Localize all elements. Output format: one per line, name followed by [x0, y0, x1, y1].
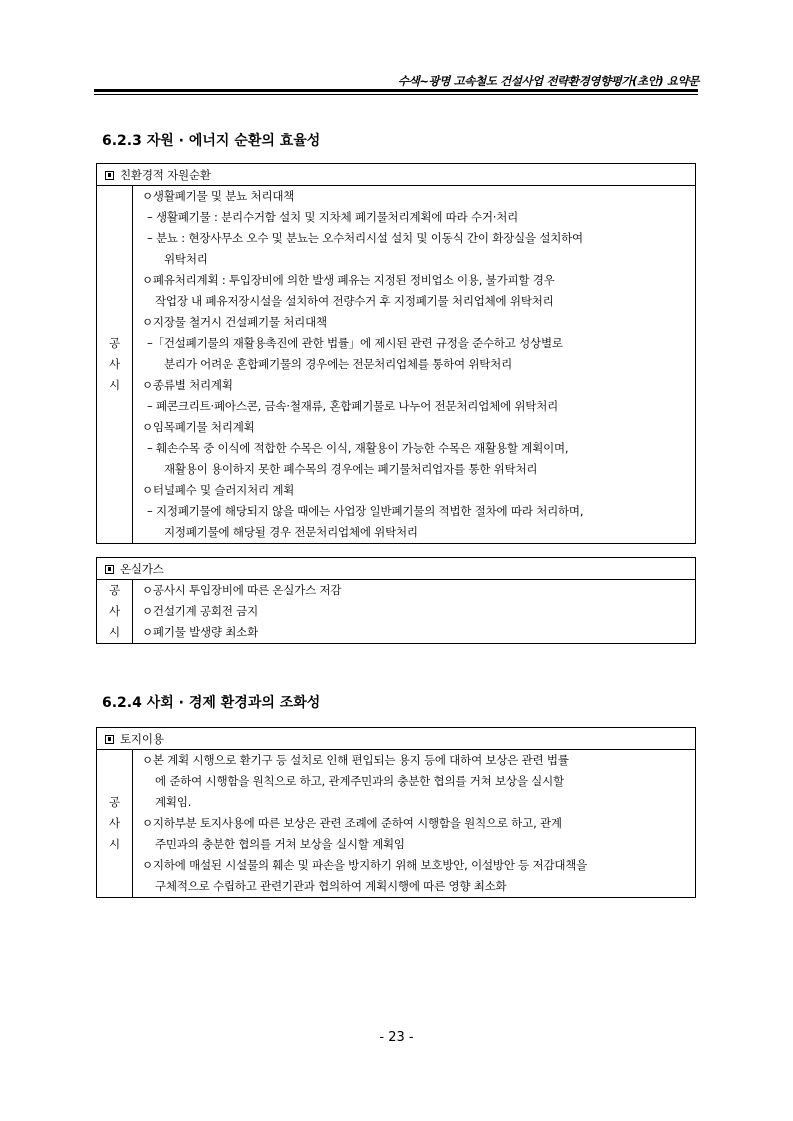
list-item: ㅇ본 계획 시행으로 환기구 등 설치로 인해 편입되는 용지 등에 대하여 보상은 관련 법률: [142, 753, 569, 767]
list-item: – 분뇨 : 현장사무소 오수 및 분뇨는 오수처리시설 설치 및 이동식 간이 화장실을 설치하여: [147, 231, 583, 245]
list-item: ㅇ종류별 처리계획: [142, 378, 233, 392]
box-heading-label: 토지이용: [120, 731, 164, 746]
list-item: ㅇ지하부분 토지사용에 따른 보상은 관련 조례에 준하여 시행함을 원칙으로 하고, 관계: [142, 816, 562, 830]
square-bullet-icon: [105, 735, 114, 744]
box-greenhouse-gas: [96, 557, 696, 644]
list-item: ㅇ건설기계 공회전 금지: [142, 604, 258, 618]
list-item: – 지정폐기물에 해당되지 않을 때에는 사업장 일반폐기물의 적법한 절차에 따라 처리하며,: [147, 504, 584, 518]
side-label-construction: [97, 750, 133, 898]
box-heading-label: 친환경적 자원순환: [120, 167, 211, 182]
header-rule-thin: [94, 94, 698, 95]
list-item: –「건설폐기물의 재활용촉진에 관한 법률」에 제시된 관련 규정을 준수하고 성상별로: [147, 336, 563, 350]
side-label-construction: [97, 186, 133, 544]
list-item: 계획임.: [155, 795, 192, 809]
box-heading: [97, 558, 696, 580]
list-item: 재활용이 용이하지 못한 폐수목의 경우에는 폐기물처리업자를 통한 위탁처리: [164, 462, 538, 476]
list-item: 분리가 어려운 혼합폐기물의 경우에는 전문처리업체를 통하여 위탁처리: [164, 357, 512, 371]
document-header-title: 수색~광명 고속철도 건설사업 전략환경영향평가(초안) 요약문: [397, 74, 699, 88]
side-char: 시: [109, 837, 120, 851]
box-body: [133, 750, 696, 898]
list-item: – 생활폐기물 : 분리수거함 설치 및 지차체 폐기물처리계획에 따라 수거·처리: [147, 210, 519, 224]
list-item: – 폐콘크리트·폐아스콘, 금속·철재류, 혼합폐기물로 나누어 전문처리업체에 위탁처리: [147, 399, 559, 413]
list-item: 위탁처리: [164, 252, 208, 266]
side-char: 사: [109, 816, 120, 830]
side-char: 사: [109, 357, 120, 371]
list-item: 주민과의 충분한 협의를 거쳐 보상을 실시할 계획임: [155, 837, 405, 851]
box-land-use: [96, 727, 696, 898]
list-item: ㅇ폐유처리계획 : 투입장비에 의한 발생 폐유는 지정된 정비업소 이용, 불가피할 경우: [142, 273, 555, 287]
list-item: ㅇ임목폐기물 처리계획: [142, 420, 255, 434]
side-label-construction: [97, 580, 133, 644]
list-item: 작업장 내 폐유저장시설을 설치하여 전량수거 후 지정폐기물 처리업체에 위탁처리: [155, 294, 554, 308]
list-item: ㅇ생활폐기물 및 분뇨 처리대책: [142, 189, 295, 203]
list-item: ㅇ지하에 매설된 시설물의 훼손 및 파손을 방지하기 위해 보호방안, 이설방안 등 저감대책을: [142, 858, 588, 872]
box-body: [133, 186, 696, 544]
side-char: 공: [109, 795, 120, 809]
side-char: 공: [109, 583, 120, 597]
box-resource-circulation: [96, 163, 696, 544]
side-char: 시: [109, 378, 120, 392]
square-bullet-icon: [105, 171, 114, 180]
section-title-6-2-4: 6.2.4 사회 · 경제 환경과의 조화성: [102, 695, 321, 711]
list-item: 지정폐기물에 해당될 경우 전문처리업체에 위탁처리: [164, 525, 418, 539]
box-heading-label: 온실가스: [120, 561, 164, 576]
side-char: 시: [109, 625, 120, 639]
side-char: 공: [109, 336, 120, 350]
list-item: ㅇ폐기물 발생량 최소화: [142, 625, 258, 639]
list-item: 에 준하여 시행함을 원칙으로 하고, 관계주민과의 충분한 협의를 거쳐 보상을 실시할: [155, 774, 564, 788]
box-heading: [97, 164, 696, 186]
page-number: - 23 -: [379, 1030, 414, 1045]
list-item: 구체적으로 수립하고 관련기관과 협의하여 계획시행에 따른 영향 최소화: [155, 879, 507, 893]
list-item: – 훼손수목 중 이식에 적합한 수목은 이식, 재활용이 가능한 수목은 재활용할 계획이며,: [147, 441, 569, 455]
list-item: ㅇ지장물 철거시 건설폐기물 처리대책: [142, 315, 327, 329]
header-rule-thick: [94, 89, 698, 92]
list-item: ㅇ공사시 투입장비에 따른 온실가스 저감: [142, 583, 342, 597]
box-heading: [97, 728, 696, 750]
side-char: 사: [109, 604, 120, 618]
list-item: ㅇ터널폐수 및 슬러지처리 계획: [142, 483, 295, 497]
square-bullet-icon: [105, 565, 114, 574]
section-title-6-2-3: 6.2.3 자원 · 에너지 순환의 효율성: [102, 133, 321, 149]
box-body: [133, 580, 696, 644]
